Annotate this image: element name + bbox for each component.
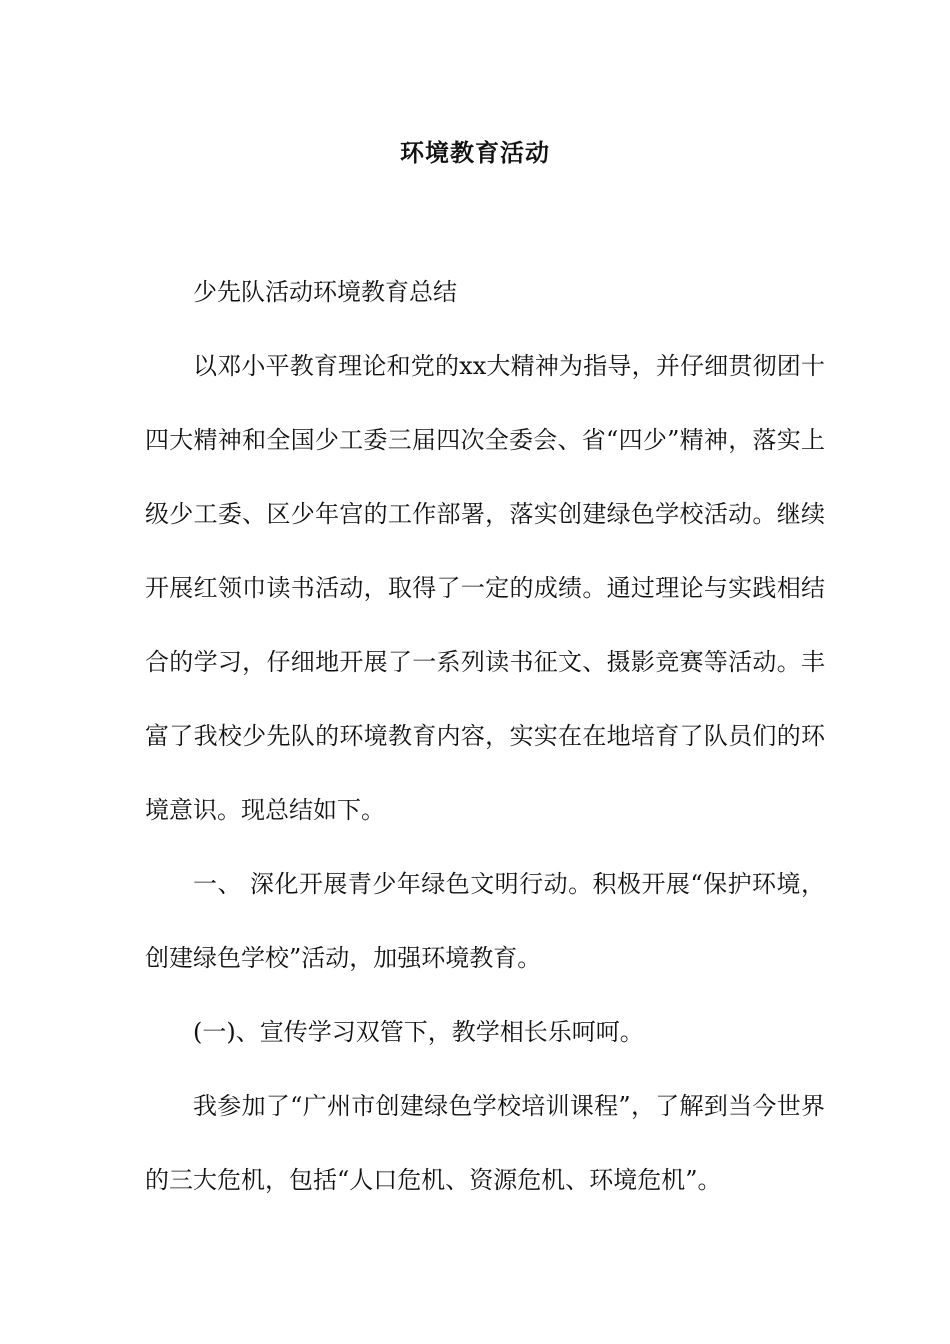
paragraph-subtitle: 少先队活动环境教育总结	[193, 278, 457, 306]
document-body	[145, 255, 825, 1217]
paragraph-intro: 以邓小平教育理论和党的xx大精神为指导，并仔细贯彻团十四大精神和全国少工委三届四次全委会、省“四少”精神，落实上级少工委、区少年宫的工作部署，落实创建绿色学校活动。继续开展红领巾读书活动，取得了一定的成绩。通过理论与实践相结合的学习，仔细地开展了一系列读书征文、摄影竞赛等活动。丰富了我校少先队的环境教育内容，实实在在地培育了队员们的环境意识。现总结如下。	[145, 352, 825, 824]
paragraph-subsection-one: (一)、宣传学习双管下，教学相长乐呵呵。	[193, 1018, 644, 1046]
paragraph-training: 我参加了“广州市创建绿色学校培训课程”，了解到当今世界的三大危机，包括“人口危机、资源危机、环境危机”。	[145, 1092, 825, 1194]
paragraph-section-one: 一、 深化开展青少年绿色文明行动。积极开展“保护环境，创建绿色学校”活动，加强环境教育。	[145, 870, 825, 972]
document-title: 环境教育活动	[400, 138, 550, 167]
